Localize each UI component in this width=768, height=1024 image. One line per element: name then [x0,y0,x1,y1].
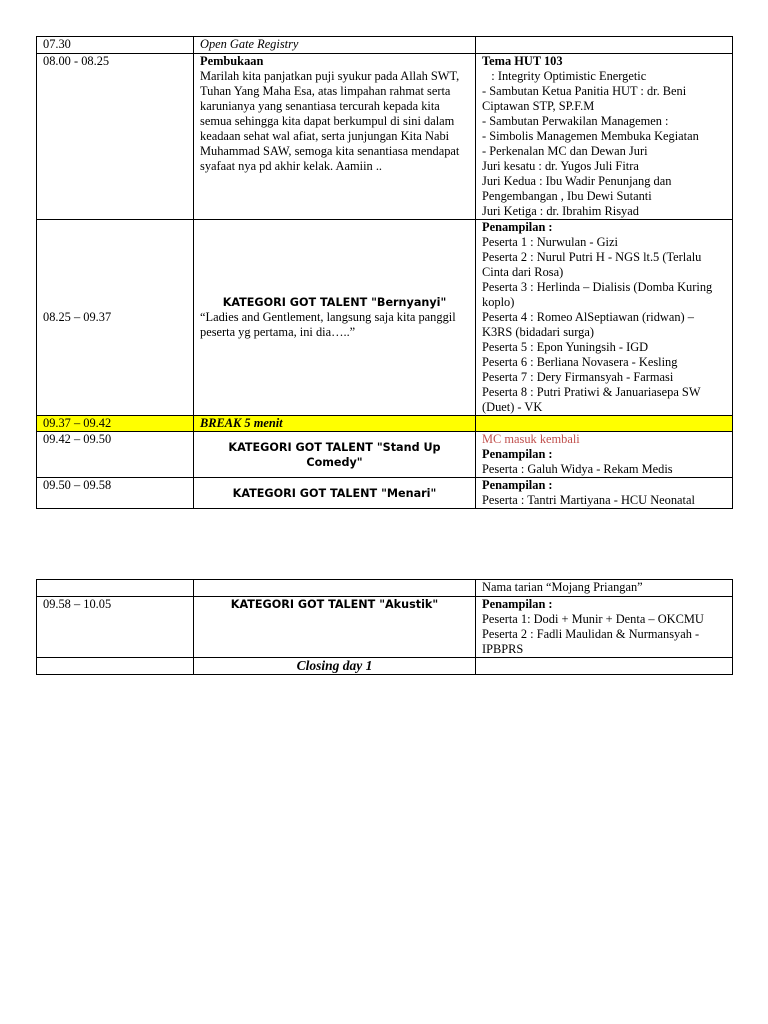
participant-line: Peserta 8 : Putri Pratiwi & Januariasepa SW (Duet) - VK [482,385,701,414]
performance-title: Penampilan : [482,447,553,461]
table-row [37,220,733,416]
notes-cell [476,597,733,658]
time-cell [37,580,194,597]
notes-cell: Nama tarian “Mojang Priangan” [476,580,733,597]
closing-title: Closing day 1 [296,658,373,673]
time-cell: 09.50 – 09.58 [37,478,194,509]
performance-title: Penampilan : [482,478,553,492]
notes-cell [476,220,733,416]
participant-line: Peserta 2 : Nurul Putri H - NGS lt.5 (Terlalu Cinta dari Rosa) [482,250,702,279]
participant-line: Peserta : Galuh Widya - Rekam Medis [482,462,673,476]
section-title: Pembukaan [200,54,264,68]
table-row [37,478,733,509]
time-cell: 09.58 – 10.05 [37,597,194,658]
category-title: KATEGORI GOT TALENT "Bernyanyi" [222,296,447,309]
notes-line: Juri Ketiga : dr. Ibrahim Risyad [482,204,639,218]
participant-line: Peserta 6 : Berliana Novasera - Kesling [482,355,678,369]
theme-title: Tema HUT 103 [482,54,563,68]
category-title: KATEGORI GOT TALENT "Menari" [232,486,437,500]
theme-text: : Integrity Optimistic Energetic [482,69,647,83]
activity-cell [194,220,476,416]
table-row [37,37,733,54]
activity-cell [194,580,476,597]
participant-line: Peserta 5 : Epon Yuningsih - IGD [482,340,649,354]
performance-title: Penampilan : [482,597,553,611]
performance-title: Penampilan : [482,220,553,234]
notes-cell [476,37,733,54]
table-row [37,658,733,675]
participant-line: Peserta 3 : Herlinda – Dialisis (Domba Kuring koplo) [482,280,713,309]
notes-line: - Perkenalan MC dan Dewan Juri [482,144,648,158]
time-cell: 09.37 – 09.42 [37,416,194,432]
break-row [37,416,733,432]
table-row [37,54,733,220]
activity-text: “Ladies and Gentlement, langsung saja kita panggil peserta yg pertama, ini dia…..” [200,310,456,339]
participant-line: Peserta : Tantri Martiyana - HCU Neonatal [482,493,695,507]
activity-cell: Open Gate Registry [194,37,476,54]
activity-cell: BREAK 5 menit [194,416,476,432]
participant-line: Peserta 4 : Romeo AlSeptiawan (ridwan) – K3RS (bidadari surga) [482,310,694,339]
schedule-table-2 [36,579,733,675]
activity-cell [194,658,476,675]
notes-line: - Sambutan Perwakilan Managemen : [482,114,669,128]
time-cell: 07.30 [37,37,194,54]
notes-line: - Sambutan Ketua Panitia HUT : dr. Beni Ciptawan STP, SP.F.M [482,84,687,113]
time-cell: 08.00 - 08.25 [37,54,194,220]
time-cell: 08.25 – 09.37 [37,220,194,416]
notes-line: Juri Kedua : Ibu Wadir Penunjang dan Pengembangan , Ibu Dewi Sutanti [482,174,672,203]
category-title: KATEGORI GOT TALENT "Akustik" [230,598,439,611]
notes-cell [476,658,733,675]
table-row [37,597,733,658]
notes-cell [476,54,733,220]
mc-note: MC masuk kembali [482,432,580,446]
participant-line: Peserta 1 : Nurwulan - Gizi [482,235,618,249]
time-cell: 09.42 – 09.50 [37,432,194,478]
participant-line: Peserta 7 : Dery Firmansyah - Farmasi [482,370,674,384]
activity-cell [194,597,476,658]
opening-text: Marilah kita panjatkan puji syukur pada Allah SWT, Tuhan Yang Maha Esa, atas limpahan rahmat serta karunianya yang senantiasa tercurah kepada kita semua sehingga kita dapat berkumpul di sini dalam keadaan sehat wal afiat, serta junjungan Kita Nabi Muhammad SAW, semoga kita senantiasa mendapat syafaat nya pd akhir kelak. Aamiin .. [200,69,460,173]
schedule-table-1 [36,36,733,509]
notes-cell [476,432,733,478]
notes-line: - Simbolis Managemen Membuka Kegiatan [482,129,699,143]
category-title: KATEGORI GOT TALENT "Stand Up Comedy" [228,440,441,469]
time-cell [37,658,194,675]
activity-cell [194,478,476,509]
participant-line: Peserta 1: Dodi + Munir + Denta – OKCMU [482,612,704,626]
table-row [37,580,733,597]
notes-cell [476,478,733,509]
activity-cell [194,432,476,478]
table-row [37,432,733,478]
participant-line: Peserta 2 : Fadli Maulidan & Nurmansyah - IPBPRS [482,627,700,656]
notes-line: Juri kesatu : dr. Yugos Juli Fitra [482,159,639,173]
activity-cell [194,54,476,220]
notes-cell [476,416,733,432]
